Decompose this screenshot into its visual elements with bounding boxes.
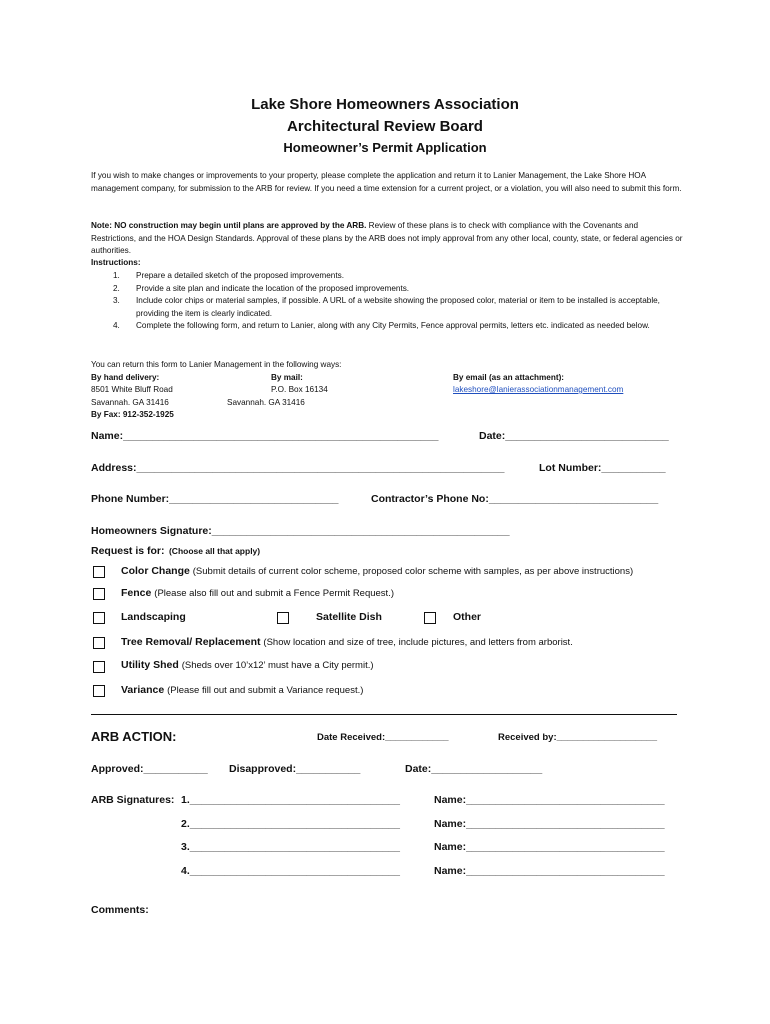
fence-option: Fence (Please also fill out and submit a Fence Permit Request.) (121, 587, 395, 599)
section-divider (91, 714, 677, 715)
tree-removal-checkbox[interactable] (93, 637, 105, 649)
hand-address-line2: Savannah. GA 31416 (91, 398, 169, 407)
fax-line: By Fax: 912-352-1925 (91, 410, 174, 419)
address-field[interactable]: Address:_______________________________________________________________ (91, 462, 505, 474)
fence-checkbox[interactable] (93, 588, 105, 600)
instruction-item: 4. Complete the following form, and return to Lanier, along with any City Permits, Fence approval permits, letters etc. indicated as needed below. (113, 321, 650, 330)
utility-shed-checkbox[interactable] (93, 661, 105, 673)
other-checkbox[interactable] (424, 612, 436, 624)
org-title: Lake Shore Homeowners Association (251, 96, 519, 113)
color-change-option: Color Change (Submit details of current color scheme, proposed color scheme with samples, as per above instructions) (121, 565, 634, 577)
arb-name-3[interactable]: Name:__________________________________ (434, 841, 665, 853)
mail-address-line1: P.O. Box 16134 (271, 385, 328, 394)
other-option: Other (453, 611, 482, 623)
variance-checkbox[interactable] (93, 685, 105, 697)
name-field[interactable]: Name:______________________________________________________ (91, 430, 439, 442)
utility-shed-option: Utility Shed (Sheds over 10’x12’ must have a City permit.) (121, 659, 374, 671)
instruction-item: 2. Provide a site plan and indicate the location of the proposed improvements. (113, 283, 410, 293)
received-by-field[interactable]: Received by:___________________ (498, 732, 657, 743)
note-bold: Note: NO construction may begin until plans are approved by the ARB. (91, 221, 367, 230)
color-change-checkbox[interactable] (93, 566, 105, 578)
instruction-item: 1. Prepare a detailed sketch of the proposed improvements. (113, 271, 344, 280)
arb-name-1[interactable]: Name:__________________________________ (434, 794, 665, 806)
date-received-field[interactable]: Date Received:____________ (317, 732, 449, 743)
satellite-dish-option: Satellite Dish (316, 611, 382, 623)
arb-signature-1[interactable]: 1.____________________________________ (181, 794, 400, 806)
mail-label: By mail: (271, 373, 303, 382)
arb-signature-2[interactable]: 2.____________________________________ (181, 818, 400, 830)
hand-delivery-label: By hand delivery: (91, 373, 160, 382)
instructions-heading: Instructions: (91, 258, 141, 267)
note-paragraph (91, 220, 683, 258)
request-line (91, 541, 260, 559)
arb-name-2[interactable]: Name:__________________________________ (434, 818, 665, 830)
return-lead: You can return this form to Lanier Management in the following ways: (91, 360, 342, 369)
email-label: By email (as an attachment): (453, 373, 565, 382)
arb-date-field[interactable]: Date:___________________ (405, 763, 543, 775)
mail-address-line2: Savannah. GA 31416 (227, 398, 305, 407)
note-text: Review of these plans is to check with compliance with the Covenants and Restrictions, and the HOA Design Standards. Approval of these plans by the ARB does not imply approval from any other local, county, state, or federal agencies or authorities. (91, 221, 683, 255)
landscaping-option: Landscaping (121, 611, 186, 623)
arb-signature-3[interactable]: 3.____________________________________ (181, 841, 400, 853)
lot-number-field[interactable]: Lot Number:___________ (539, 462, 666, 474)
contractor-phone-field[interactable]: Contractor’s Phone No:_____________________________ (371, 493, 659, 505)
instructions-list (91, 270, 683, 333)
request-label: Request is for: (91, 545, 165, 557)
arb-signature-4[interactable]: 4.____________________________________ (181, 865, 400, 877)
date-field[interactable]: Date:____________________________ (479, 430, 669, 442)
landscaping-checkbox[interactable] (93, 612, 105, 624)
satellite-dish-checkbox[interactable] (277, 612, 289, 624)
instruction-item: 3. Include color chips or material samples, if possible. A URL of a website showing the proposed color, material or item to be installed is acceptable, providing the item is clearly indicated. (113, 296, 660, 318)
disapproved-field[interactable]: Disapproved:___________ (229, 763, 361, 775)
signature-field[interactable]: Homeowners Signature:___________________________________________________ (91, 525, 510, 537)
variance-option: Variance (Please fill out and submit a Variance request.) (121, 684, 364, 696)
hand-address-line1: 8501 White Bluff Road (91, 385, 173, 394)
tree-removal-option: Tree Removal/ Replacement (Show location and size of tree, include pictures, and letters from arborist. (121, 636, 573, 648)
intro-paragraph: If you wish to make changes or improvements to your property, please complete the application and return it to Lanier Management, the Lake Shore HOA management company, for submission to the ARB for review. If you need a time extension for a current project, or a violation, you will also need to submit this form. (91, 171, 682, 193)
email-link[interactable]: lakeshore@lanierassociationmanagement.com (453, 385, 624, 394)
arb-signatures-label: ARB Signatures: (91, 794, 175, 806)
approved-field[interactable]: Approved:___________ (91, 763, 208, 775)
request-note: (Choose all that apply) (168, 546, 261, 556)
arb-name-4[interactable]: Name:__________________________________ (434, 865, 665, 877)
board-title: Architectural Review Board (287, 118, 483, 135)
phone-field[interactable]: Phone Number:_____________________________ (91, 493, 339, 505)
form-title: Homeowner’s Permit Application (283, 140, 487, 155)
arb-action-heading: ARB ACTION: (91, 729, 177, 744)
comments-label: Comments: (91, 904, 149, 916)
